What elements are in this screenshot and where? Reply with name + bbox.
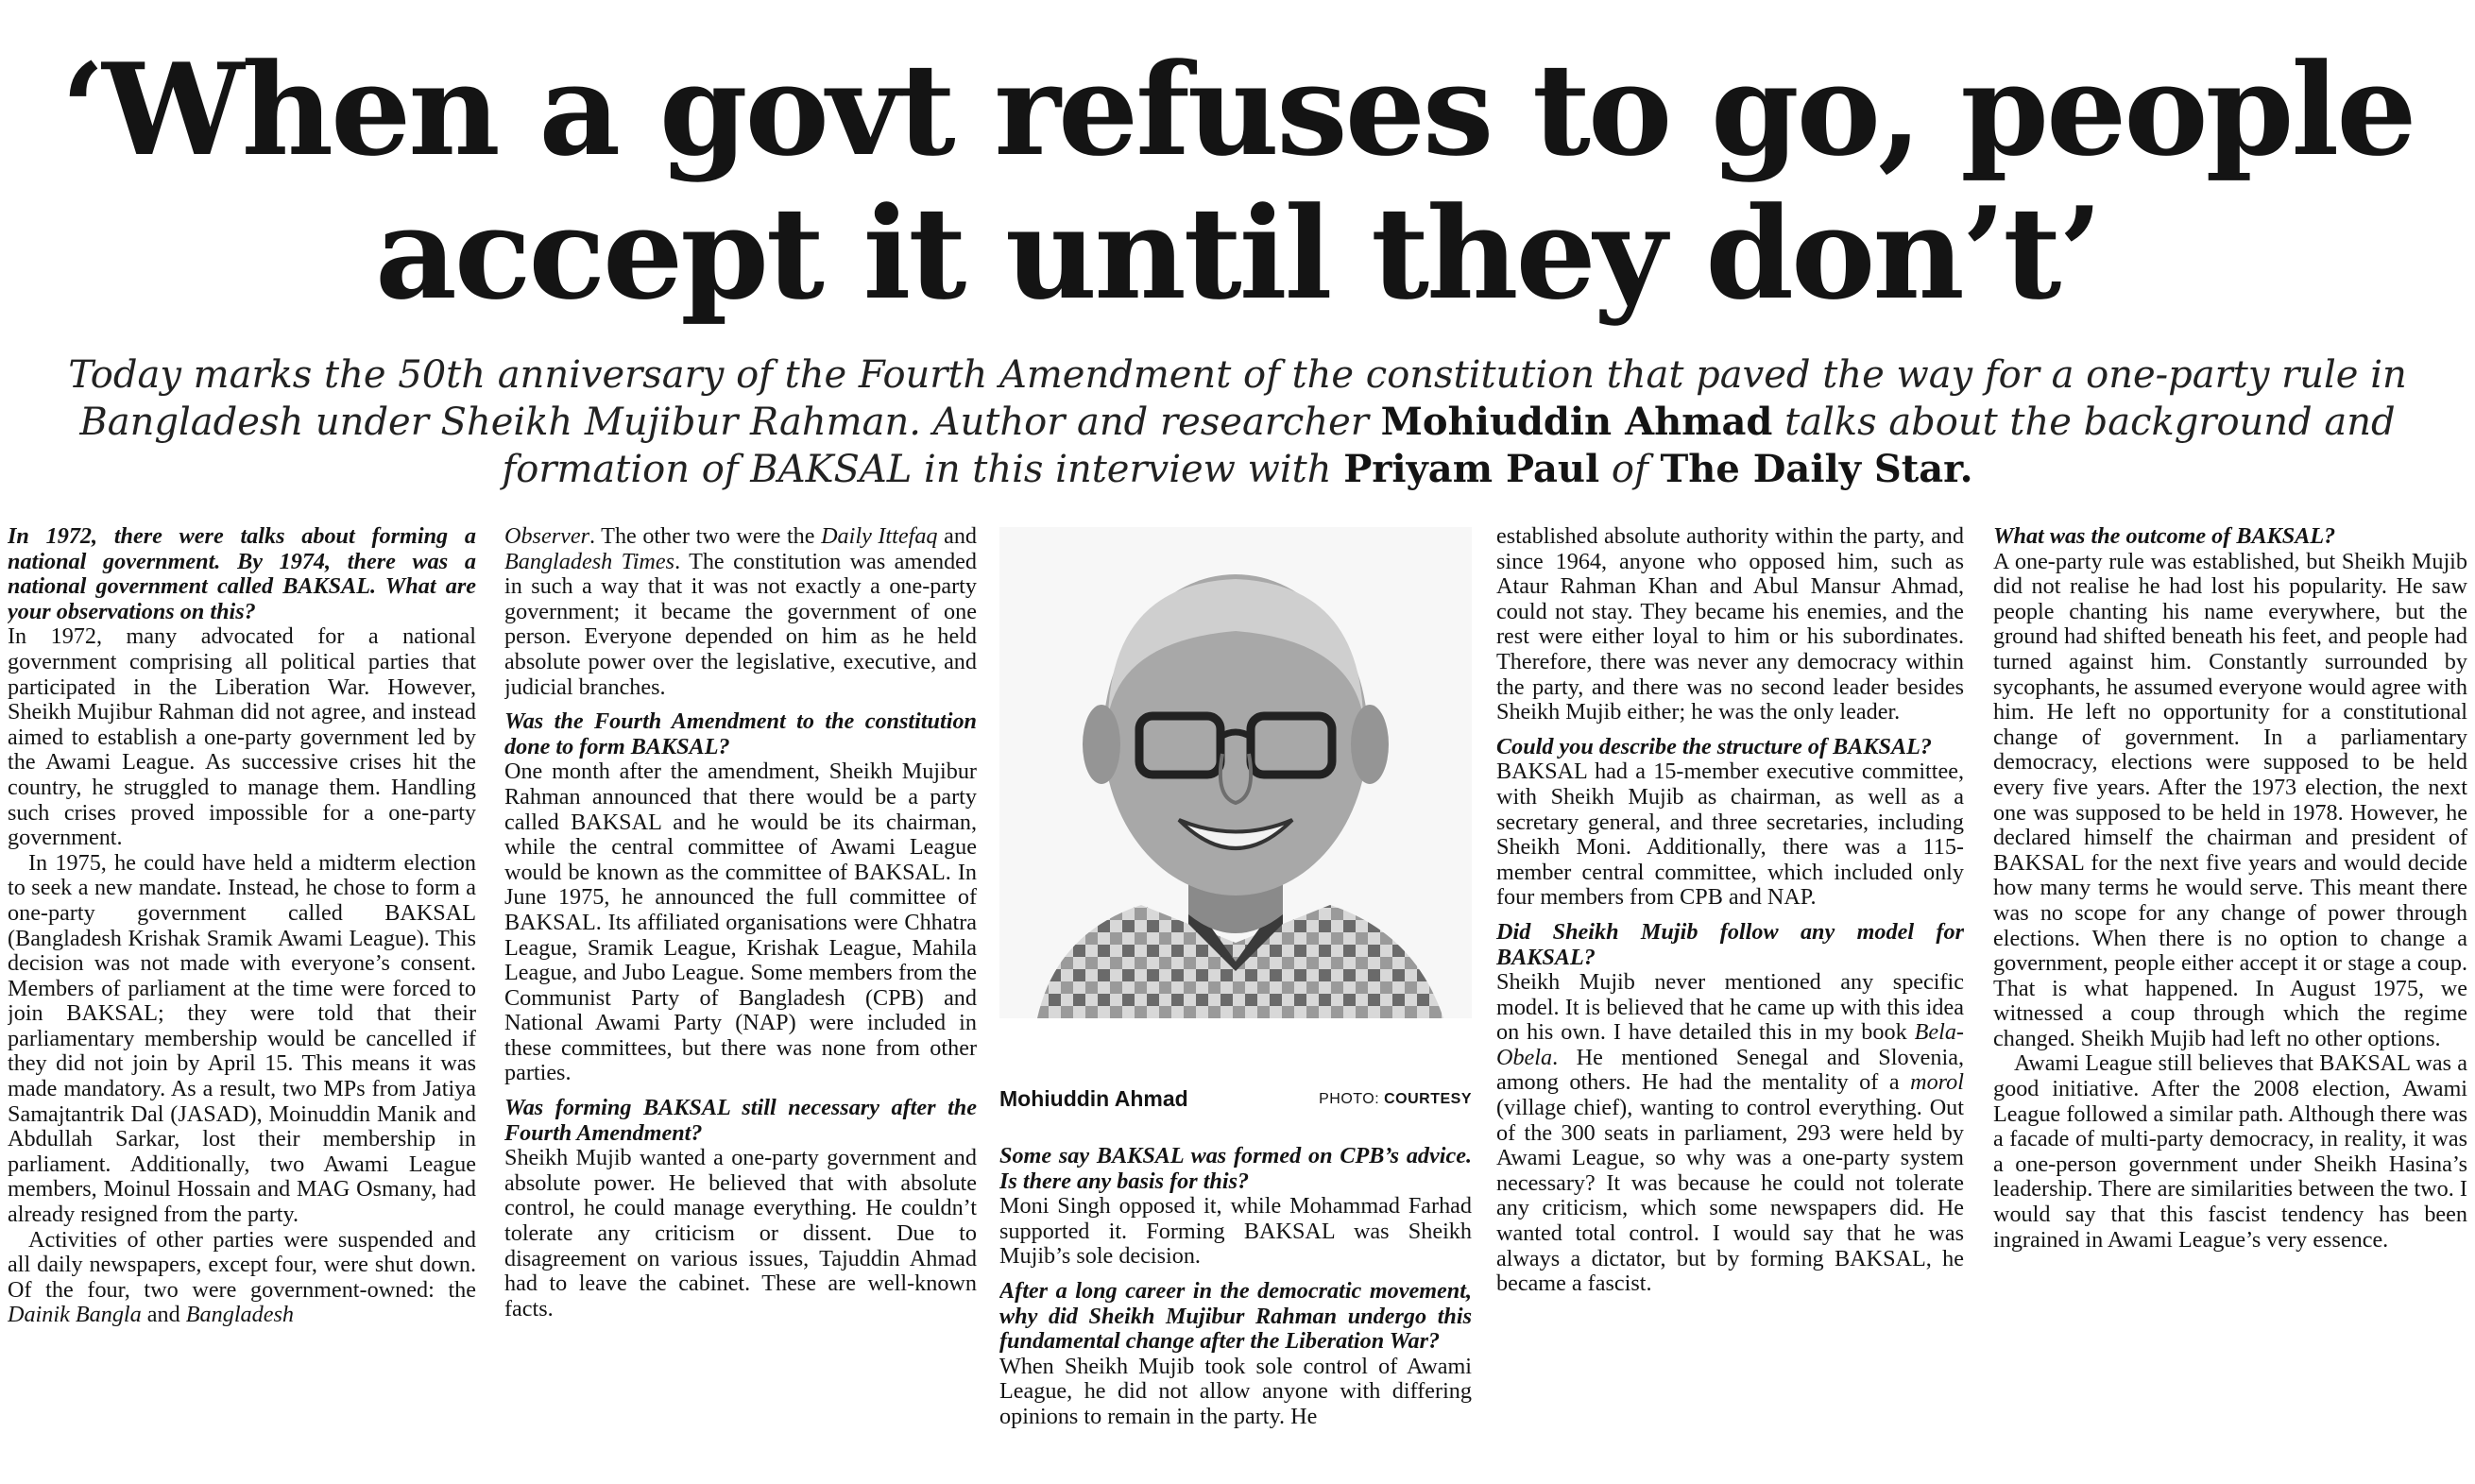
text-run: Sheikh Mujib never mentioned any specific model. It is believed that he came up with this idea on his own. I have detailed this in my book xyxy=(1496,969,1964,1046)
newspaper-name: Dainik Bangla xyxy=(8,1302,142,1328)
question-7: Did Sheikh Mujib follow any model for BAKSAL? xyxy=(1496,918,1964,970)
question-4: Some say BAKSAL was formed on CPB’s advice. Is there any basis for this? xyxy=(999,1144,1472,1194)
article-column-2 xyxy=(504,524,977,1482)
answer-1-paragraph-3 xyxy=(8,1228,476,1328)
interviewer-name: Priyam Paul xyxy=(1343,447,1600,491)
deck-end: . xyxy=(1959,447,1973,491)
portrait-image xyxy=(999,527,1472,1018)
newspaper-name: Bangladesh Times xyxy=(504,548,675,574)
text-run: and xyxy=(146,1302,180,1328)
answer-5-start: When Sheikh Mujib took sole control of Awami League, he did not allow anyone with differing opinions to remain in the party. He xyxy=(999,1353,1472,1429)
text-run: . The constitution was amended in such a way that it was not exactly a one-party government; it became the government of one person. Everyone depended on him as he held absolute power over the legislative, executive, and judicial branches. xyxy=(504,548,977,700)
article-column-5 xyxy=(1993,524,2467,1482)
answer-6: BAKSAL had a 15-member executive committee, with Sheikh Mujib as chairman, as well as a secretary general, and three secretaries, including Sheikh Moni. Additionally, there was a 115-member central committee, which included only four members from CPB and NAP. xyxy=(1496,759,1964,911)
credit-label: PHOTO: xyxy=(1319,1091,1380,1107)
question-8: What was the outcome of BAKSAL? xyxy=(1993,524,2336,549)
answer-1-paragraph-2: In 1975, he could have held a midterm election to seek a new mandate. Instead, he chose to form a one-party government called BAKSAL (Bangladesh Krishak Sramik Awami League). This decision was not made with everyone’s consent. Members of parliament at the time were forced to join BAKSAL; they were told that their parliamentary membership would be cancelled if they did not join by April 15. This means it was made mandatory. As a result, two MPs from Jatiya Samajtantrik Dal (JASAD), Moinuddin Manik and Abdullah Sarkar, lost their membership in parliament. Additionally, two Awami League members, Moinul Hossain and MAG Osmany, had already resigned from the party. xyxy=(8,849,476,1228)
standfirst xyxy=(57,351,2418,493)
answer-2: One month after the amendment, Sheikh Mujibur Rahman announced that there would be a party called BAKSAL and he would be its chairman, while the central committee of Awami League would be known as the committee of BAKSAL. In June 1975, he announced the full committee of BAKSAL. Its affiliated organisations were Chhatra League, Sramik League, Krishak League, Mahila League, and Jubo League. Some members from the Communist Party of Bangladesh (CPB) and National Awami Party (NAP) were included in these committees, but there was none from other parties. xyxy=(504,759,977,1086)
deck-text-2: talks about the background and formation of BAKSAL in this interview with xyxy=(502,401,2396,491)
newspaper-name: Observer xyxy=(504,524,590,549)
book-title: Bela-Obela xyxy=(1496,1019,1964,1070)
deck-text-1: Today marks the 50th anniversary of the Fourth Amendment of the constitution that paved the way for a one-party rule in Bangladesh under Sheikh Mujibur Rahman. Author and researcher xyxy=(68,353,2407,444)
answer-7 xyxy=(1496,970,1964,1297)
text-run: Activities of other parties were suspended and all daily newspapers, except four, were shut down. Of the four, two were government-owned: the xyxy=(8,1226,476,1303)
interviewee-photo xyxy=(999,527,1472,1018)
article-column-3 xyxy=(999,1144,1472,1482)
photo-caption xyxy=(999,1086,1472,1113)
text-run: and xyxy=(944,524,977,549)
term-morol: morol xyxy=(1910,1069,1964,1096)
question-2: Was the Fourth Amendment to the constitution done to form BAKSAL? xyxy=(504,708,977,759)
question-6: Could you describe the structure of BAKSAL? xyxy=(1496,733,1932,759)
answer-4: Moni Singh opposed it, while Mohammad Farhad supported it. Forming BAKSAL was Sheikh Mujib’s sole decision. xyxy=(999,1193,1472,1270)
article-column-1 xyxy=(8,524,476,1482)
question-5: After a long career in the democratic movement, why did Sheikh Mujibur Rahman undergo this fundamental change after the Liberation War? xyxy=(999,1277,1472,1355)
answer-8-paragraph-1: A one-party rule was established, but Sheikh Mujib did not realise he had lost his popularity. He saw people chanting his name everywhere, but the ground had shifted beneath his feet, and people had turned against him. Constantly surrounded by sycophants, he assumed everyone would agree with him. He left no opportunity for a constitutional change of government. In a parliamentary democracy, elections were supposed to be held every five years. After the 1973 election, the next one was supposed to be held in 1978. However, he declared himself the chairman and president of BAKSAL for the next five years and would decide how many terms he would serve. This meant there was no scope for any change of power through elections. When there is no option to change a government, people either accept it or stage a coup. That is what happened. In August 1975, we witnessed a coup through which the regime changed. Sheikh Mujib had left no other options. xyxy=(1993,548,2467,1051)
credit-value: COURTESY xyxy=(1384,1091,1472,1107)
answer-3: Sheikh Mujib wanted a one-party government and absolute power. He believed that with absolute control, he could manage everything. He couldn’t tolerate any criticism or dissent. Due to disagreement on various issues, Tajuddin Ahmad had to leave the cabinet. These are well-known facts. xyxy=(504,1145,977,1322)
question-3: Was forming BAKSAL still necessary after the Fourth Amendment? xyxy=(504,1095,977,1146)
newspaper-name: Daily Ittefaq xyxy=(821,524,938,549)
publication-name: The Daily Star xyxy=(1660,447,1960,491)
answer-1-continued xyxy=(504,524,977,700)
answer-5-continued: established absolute authority within the party, and since 1964, anyone who opposed him, such as Ataur Rahman Khan and Abul Mansur Ahmad, could not stay. They became his enemies, and the rest were either loyal to him or his subordinates. Therefore, there was never any democracy within the party, and there was no second leader besides Sheikh Mujib either; he was the only leader. xyxy=(1496,524,1964,725)
answer-8-paragraph-2: Awami League still believes that BAKSAL was a good initiative. After the 2008 election, Awami League followed a similar path. Although there was a facade of multi-party democracy, in reality, it was a one-person government under Sheikh Hasina’s leadership. There are similarities between the two. I would say that this fascist tendency has been ingrained in Awami League’s very essence. xyxy=(1993,1050,2467,1253)
headline: ‘When a govt refuses to go, people accept it until they don’t’ xyxy=(60,35,2415,328)
caption-name: Mohiuddin Ahmad xyxy=(999,1086,1188,1111)
question-1: In 1972, there were talks about forming a national government. By 1974, there was a national government called BAKSAL. What are your observations on this? xyxy=(8,524,476,624)
answer-1-paragraph-1: In 1972, many advocated for a national government comprising all political parties that participated in the Liberation War. However, Sheikh Mujibur Rahman did not agree, and instead aimed to establish a one-party government led by the Awami League. As successive crises hit the country, he struggled to manage them. Handling such crises proved impossible for a one-party government. xyxy=(8,623,476,851)
interviewee-name: Mohiuddin Ahmad xyxy=(1380,400,1773,444)
article-column-4 xyxy=(1496,524,1964,1482)
text-run: (village chief), wanting to control everything. Out of the 300 seats in parliament, 293 were held by Awami League, so why was a one-party system necessary? It was because he could not tolerate any criticism, which some newspapers did. He wanted total control. I would say that he was always a dictator, but by forming BAKSAL, he became a fascist. xyxy=(1496,1095,1964,1297)
newspaper-name: Bangladesh xyxy=(185,1302,294,1328)
text-run: . He mentioned Senegal and Slovenia, among others. He had the mentality of a xyxy=(1496,1044,1964,1096)
text-run: . The other two were the xyxy=(589,524,815,549)
deck-text-3: of xyxy=(1611,448,1648,491)
photo-credit xyxy=(1319,1091,1472,1108)
